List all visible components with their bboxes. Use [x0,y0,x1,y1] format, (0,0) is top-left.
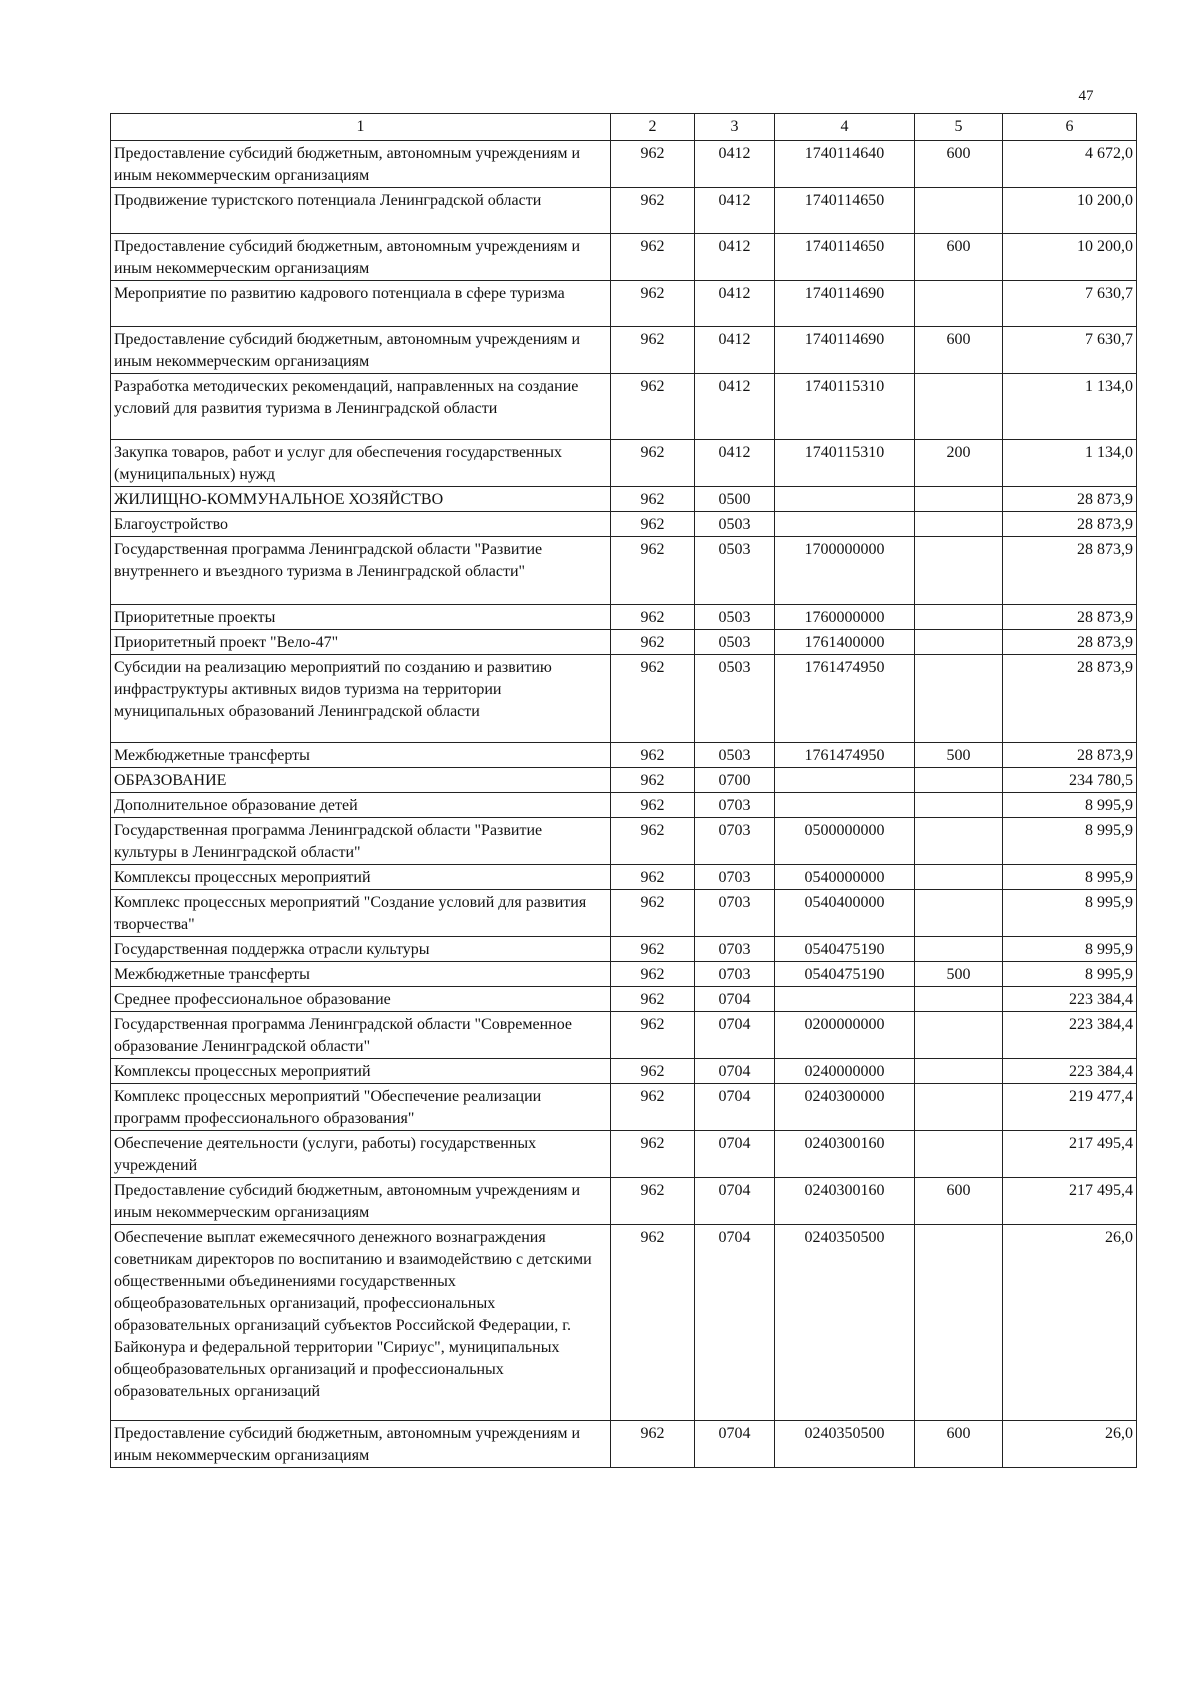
row-target-code: 1761400000 [775,630,915,655]
row-name: Среднее профессиональное образование [111,987,611,1012]
row-amount: 28 873,9 [1003,512,1137,537]
row-expense-type [915,188,1003,234]
budget-table [110,113,1137,1468]
row-name: Субсидии на реализацию мероприятий по созданию и развитию инфраструктуры активных видов туризма на территории муниципальных образований Ленинградской области [111,655,611,743]
row-amount: 8 995,9 [1003,865,1137,890]
row-expense-type [915,605,1003,630]
row-expense-type [915,890,1003,937]
row-amount: 217 495,4 [1003,1131,1137,1178]
row-admin-code: 962 [611,768,695,793]
row-amount: 217 495,4 [1003,1178,1137,1225]
row-expense-type [915,655,1003,743]
row-target-code [775,487,915,512]
table-row [111,818,1137,865]
column-header: 2 [611,114,695,141]
row-expense-type: 500 [915,962,1003,987]
row-amount: 10 200,0 [1003,188,1137,234]
row-name: Комплекс процессных мероприятий "Обеспечение реализации программ профессионального образования" [111,1084,611,1131]
row-name: Государственная программа Ленинградской области "Развитие культуры в Ленинградской области" [111,818,611,865]
row-admin-code: 962 [611,487,695,512]
row-name: Закупка товаров, работ и услуг для обеспечения государственных (муниципальных) нужд [111,440,611,487]
row-expense-type: 200 [915,440,1003,487]
row-section-code: 0503 [695,630,775,655]
row-expense-type [915,937,1003,962]
row-name: Комплексы процессных мероприятий [111,865,611,890]
row-amount: 4 672,0 [1003,141,1137,188]
row-amount: 28 873,9 [1003,743,1137,768]
table-row [111,141,1137,188]
table-row [111,188,1137,234]
row-name: Государственная поддержка отрасли культуры [111,937,611,962]
row-name: Разработка методических рекомендаций, направленных на создание условий для развития туризма в Ленинградской области [111,374,611,440]
row-name: Государственная программа Ленинградской области "Развитие внутреннего и въездного туризма в Ленинградской области" [111,537,611,605]
row-section-code: 0503 [695,605,775,630]
row-section-code: 0412 [695,440,775,487]
row-admin-code: 962 [611,818,695,865]
table-row [111,512,1137,537]
row-target-code: 0540475190 [775,937,915,962]
row-section-code: 0503 [695,512,775,537]
row-target-code: 1740114690 [775,327,915,374]
row-expense-type [915,281,1003,327]
table-row [111,768,1137,793]
table-row [111,1084,1137,1131]
row-admin-code: 962 [611,937,695,962]
row-target-code: 0240300160 [775,1131,915,1178]
row-admin-code: 962 [611,440,695,487]
row-admin-code: 962 [611,605,695,630]
row-admin-code: 962 [611,141,695,188]
row-amount: 8 995,9 [1003,890,1137,937]
row-target-code: 0240300000 [775,1084,915,1131]
row-expense-type [915,1225,1003,1421]
row-section-code: 0412 [695,234,775,281]
row-amount: 1 134,0 [1003,440,1137,487]
row-target-code: 0500000000 [775,818,915,865]
row-name: Дополнительное образование детей [111,793,611,818]
row-name: Предоставление субсидий бюджетным, автономным учреждениям и иным некоммерческим организациям [111,141,611,188]
row-name: Продвижение туристского потенциала Ленинградской области [111,188,611,234]
row-expense-type [915,865,1003,890]
row-name: Государственная программа Ленинградской области "Современное образование Ленинградской области" [111,1012,611,1059]
row-amount: 26,0 [1003,1225,1137,1421]
row-expense-type [915,1059,1003,1084]
row-expense-type [915,818,1003,865]
row-admin-code: 962 [611,987,695,1012]
row-target-code [775,793,915,818]
row-expense-type: 500 [915,743,1003,768]
row-admin-code: 962 [611,630,695,655]
row-name: Мероприятие по развитию кадрового потенциала в сфере туризма [111,281,611,327]
row-expense-type [915,374,1003,440]
row-amount: 28 873,9 [1003,605,1137,630]
row-expense-type [915,1012,1003,1059]
row-target-code: 0240000000 [775,1059,915,1084]
row-target-code: 0240350500 [775,1225,915,1421]
row-amount: 234 780,5 [1003,768,1137,793]
row-amount: 26,0 [1003,1421,1137,1468]
row-name: Межбюджетные трансферты [111,962,611,987]
row-admin-code: 962 [611,1225,695,1421]
row-section-code: 0412 [695,141,775,188]
table-row [111,440,1137,487]
row-target-code: 1740114650 [775,234,915,281]
row-admin-code: 962 [611,327,695,374]
row-name: Предоставление субсидий бюджетным, автономным учреждениям и иным некоммерческим организациям [111,1421,611,1468]
column-header: 5 [915,114,1003,141]
table-row [111,1421,1137,1468]
row-name: Обеспечение выплат ежемесячного денежного вознаграждения советникам директоров по воспитанию и взаимодействию с детскими общественными объединениями государственных общеобразовательных организаций, профессиональных образовательных организаций субъектов Российской Федерации, г. Байконура и федеральной территории "Сириус", муниципальных общеобразовательных организаций и профессиональных образовательных организаций [111,1225,611,1421]
row-amount: 28 873,9 [1003,655,1137,743]
row-expense-type [915,793,1003,818]
row-admin-code: 962 [611,655,695,743]
row-admin-code: 962 [611,188,695,234]
row-amount: 8 995,9 [1003,962,1137,987]
row-admin-code: 962 [611,512,695,537]
row-section-code: 0704 [695,1225,775,1421]
row-name: Комплекс процессных мероприятий "Создание условий для развития творчества" [111,890,611,937]
row-section-code: 0412 [695,281,775,327]
row-section-code: 0703 [695,865,775,890]
table-row [111,962,1137,987]
table-row [111,1178,1137,1225]
row-section-code: 0703 [695,890,775,937]
table-row [111,630,1137,655]
row-section-code: 0503 [695,537,775,605]
row-name: Обеспечение деятельности (услуги, работы) государственных учреждений [111,1131,611,1178]
row-amount: 223 384,4 [1003,1012,1137,1059]
row-admin-code: 962 [611,234,695,281]
row-name: Предоставление субсидий бюджетным, автономным учреждениям и иным некоммерческим организациям [111,1178,611,1225]
row-expense-type [915,512,1003,537]
row-target-code: 1740115310 [775,374,915,440]
row-target-code: 0540400000 [775,890,915,937]
row-section-code: 0703 [695,793,775,818]
row-section-code: 0500 [695,487,775,512]
row-amount: 223 384,4 [1003,1059,1137,1084]
table-row [111,1225,1137,1421]
row-name: Приоритетный проект "Вело-47" [111,630,611,655]
row-expense-type: 600 [915,1421,1003,1468]
row-admin-code: 962 [611,1178,695,1225]
table-row [111,487,1137,512]
row-admin-code: 962 [611,281,695,327]
row-name: Комплексы процессных мероприятий [111,1059,611,1084]
row-admin-code: 962 [611,1084,695,1131]
row-expense-type: 600 [915,141,1003,188]
row-section-code: 0704 [695,1084,775,1131]
table-row [111,937,1137,962]
row-section-code: 0700 [695,768,775,793]
row-section-code: 0503 [695,655,775,743]
row-admin-code: 962 [611,962,695,987]
row-name: Предоставление субсидий бюджетным, автономным учреждениям и иным некоммерческим организациям [111,234,611,281]
row-expense-type [915,768,1003,793]
row-admin-code: 962 [611,1059,695,1084]
row-target-code: 0200000000 [775,1012,915,1059]
column-header: 3 [695,114,775,141]
row-target-code: 1700000000 [775,537,915,605]
row-amount: 28 873,9 [1003,630,1137,655]
column-header: 6 [1003,114,1137,141]
row-admin-code: 962 [611,374,695,440]
table-row [111,793,1137,818]
table-row [111,327,1137,374]
row-expense-type [915,1084,1003,1131]
row-target-code [775,512,915,537]
row-amount: 223 384,4 [1003,987,1137,1012]
column-header: 1 [111,114,611,141]
row-section-code: 0704 [695,1059,775,1084]
row-section-code: 0704 [695,1421,775,1468]
row-section-code: 0412 [695,327,775,374]
row-section-code: 0703 [695,818,775,865]
table-row [111,1012,1137,1059]
row-amount: 1 134,0 [1003,374,1137,440]
row-amount: 7 630,7 [1003,327,1137,374]
table-row [111,655,1137,743]
row-section-code: 0704 [695,1131,775,1178]
row-admin-code: 962 [611,890,695,937]
row-target-code: 0540000000 [775,865,915,890]
table-row [111,281,1137,327]
row-admin-code: 962 [611,793,695,818]
row-section-code: 0412 [695,374,775,440]
row-section-code: 0703 [695,937,775,962]
row-expense-type [915,987,1003,1012]
table-row [111,890,1137,937]
row-name: Приоритетные проекты [111,605,611,630]
row-amount: 8 995,9 [1003,937,1137,962]
row-name: Предоставление субсидий бюджетным, автономным учреждениям и иным некоммерческим организациям [111,327,611,374]
row-name: Благоустройство [111,512,611,537]
table-row [111,1131,1137,1178]
table-row [111,605,1137,630]
row-amount: 28 873,9 [1003,487,1137,512]
row-amount: 219 477,4 [1003,1084,1137,1131]
row-amount: 7 630,7 [1003,281,1137,327]
row-admin-code: 962 [611,743,695,768]
table-row [111,537,1137,605]
row-admin-code: 962 [611,1131,695,1178]
row-target-code: 0240350500 [775,1421,915,1468]
row-name: ЖИЛИЩНО-КОММУНАЛЬНОЕ ХОЗЯЙСТВО [111,487,611,512]
column-number-row [111,114,1137,141]
row-expense-type [915,630,1003,655]
row-name: Межбюджетные трансферты [111,743,611,768]
table-row [111,1059,1137,1084]
row-expense-type: 600 [915,1178,1003,1225]
row-amount: 10 200,0 [1003,234,1137,281]
column-header: 4 [775,114,915,141]
row-amount: 8 995,9 [1003,793,1137,818]
row-expense-type: 600 [915,234,1003,281]
row-name: ОБРАЗОВАНИЕ [111,768,611,793]
table-row [111,865,1137,890]
row-expense-type: 600 [915,327,1003,374]
row-target-code: 0540475190 [775,962,915,987]
row-expense-type [915,537,1003,605]
row-target-code: 1761474950 [775,743,915,768]
table-row [111,743,1137,768]
row-target-code: 1740114640 [775,141,915,188]
row-amount: 8 995,9 [1003,818,1137,865]
row-target-code: 1740114650 [775,188,915,234]
row-target-code: 1740115310 [775,440,915,487]
row-expense-type [915,1131,1003,1178]
row-admin-code: 962 [611,1421,695,1468]
row-target-code: 1761474950 [775,655,915,743]
row-section-code: 0703 [695,962,775,987]
row-amount: 28 873,9 [1003,537,1137,605]
row-target-code [775,768,915,793]
row-target-code: 0240300160 [775,1178,915,1225]
row-section-code: 0704 [695,987,775,1012]
row-section-code: 0704 [695,1178,775,1225]
row-admin-code: 962 [611,1012,695,1059]
row-target-code: 1740114690 [775,281,915,327]
row-target-code: 1760000000 [775,605,915,630]
row-target-code [775,987,915,1012]
table-row [111,374,1137,440]
row-section-code: 0412 [695,188,775,234]
page-number: 47 [1078,88,1094,104]
row-admin-code: 962 [611,865,695,890]
table-row [111,987,1137,1012]
table-row [111,234,1137,281]
row-admin-code: 962 [611,537,695,605]
row-expense-type [915,487,1003,512]
row-section-code: 0704 [695,1012,775,1059]
row-section-code: 0503 [695,743,775,768]
